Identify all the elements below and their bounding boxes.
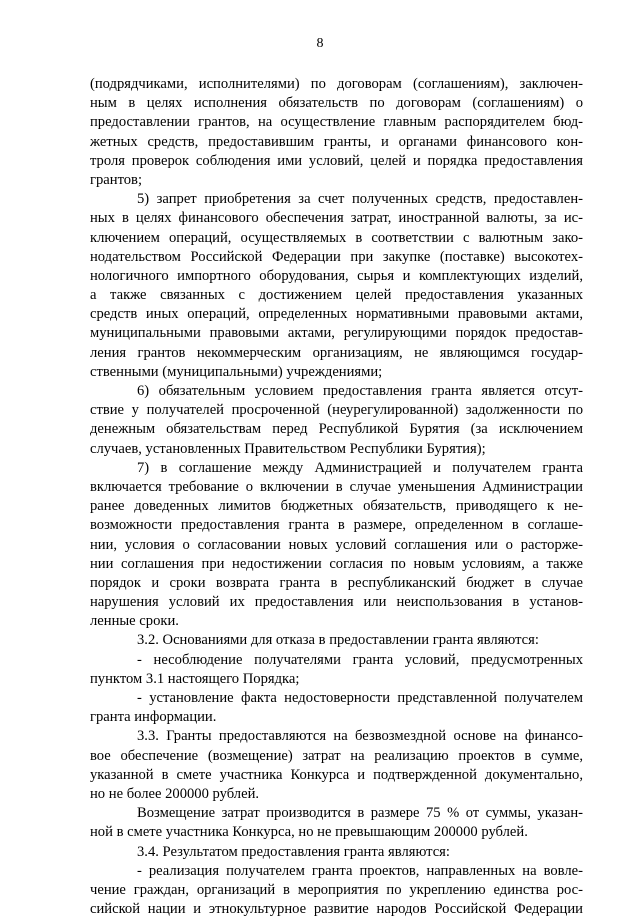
text-line: пунктом 3.1 настоящего Порядка; [90,670,300,687]
text-line: ной в смете участника Конкурса, но не превышающим 200000 рублей. [90,824,528,841]
text-line: нии, условия о согласовании новых условий соглашения или о расторже- [90,536,583,553]
text-line: указанной в смете участника Конкурса и подтвержденной документально, [90,766,583,783]
text-line: троля проверок соблюдения ими условий, целей и порядка предоставления [90,152,583,169]
text-line: ных в целях финансового обеспечения затрат, иностранной валюты, за ис- [90,210,583,227]
text-line: жетных средств, предоставившим гранты, и органами финансового кон- [90,133,583,150]
text-line: возможности предоставления гранта в размере, определенном в соглаше- [90,517,583,534]
text-line: случаев, установленных Правительством Республики Бурятия); [90,440,486,457]
text-line: ствие у получателей просроченной (неурегулированной) задолженности по [90,402,583,419]
document-body [90,75,583,919]
text-line: чение граждан, организаций в мероприятия по укреплению единства рос- [90,881,583,898]
text-line: включается требование о включении в случае уменьшения Администрации [90,478,583,495]
text-line: (подрядчиками, исполнителями) по договорам (соглашениям), заключен- [90,76,583,92]
text-line: - установление факта недостоверности представленной получателем [137,690,583,706]
text-line: сийской нации и этнокультурное развитие народов Российской Федерации [90,901,583,918]
text-line: предоставлении грантов, на осуществление главным распорядителем бюд- [90,114,583,131]
text-line: ключением операций, осуществляемых в соответствии с валютным зако- [90,229,583,246]
text-line: денежным обязательствам перед Республикой Бурятия (за исключением [90,421,583,438]
text-line: гранта информации. [90,709,217,726]
text-line: нологичного импортного оборудования, сырья и комплектующих изделий, [90,267,583,284]
text-line: порядок и сроки возврата гранта в республиканский бюджет в случае [90,574,583,591]
text-line: 6) обязательным условием предоставления гранта является отсут- [137,383,583,399]
text-line: - несоблюдение получателями гранта условий, предусмотренных [137,651,583,668]
text-line: ственными (муниципальными) учреждениями; [90,363,383,380]
text-line: вое обеспечение (возмещение) затрат на реализацию проектов в сумме, [90,747,583,764]
text-line: средств иных операций, определенных нормативными правовыми актами, [90,306,583,323]
text-line: ранее доведенных лимитов бюджетных обязательств, приводящего к не- [90,498,583,515]
text-line: 3.3. Гранты предоставляются на безвозмездной основе на финансо- [137,728,583,745]
text-line: но не более 200000 рублей. [90,785,260,802]
text-line: 5) запрет приобретения за счет полученных средств, предоставлен- [137,191,583,208]
text-line: Возмещение затрат производится в размере 75 % от суммы, указан- [137,805,583,822]
page-number: 8 [316,36,324,51]
text-line: 3.2. Основаниями для отказа в предоставлении гранта являются: [137,632,539,649]
text-line: нии соглашения при недостижении согласия по новым условиям, а также [90,555,583,572]
text-line: ленные сроки. [90,613,179,630]
text-line: 3.4. Результатом предоставления гранта являются: [137,843,450,860]
text-line: нарушения условий их предоставления или неиспользования в установ- [90,594,583,611]
text-line: ления грантов некоммерческим организациям, не являющимся государ- [90,344,583,361]
text-line: а также связанных с достижением целей предоставления указанных [90,287,583,304]
text-line: 7) в соглашение между Администрацией и получателем гранта [137,459,583,476]
text-line: ным в целях исполнения обязательств по договорам (соглашениям) о [90,95,583,112]
text-line: нодательством Российской Федерации при закупке (поставке) высокотех- [90,248,583,265]
text-line: - реализация получателем гранта проектов, направленных на вовле- [137,862,583,879]
text-line: муниципальными правовыми актами, регулирующими порядок предостав- [90,325,583,342]
text-line: грантов; [90,171,142,188]
